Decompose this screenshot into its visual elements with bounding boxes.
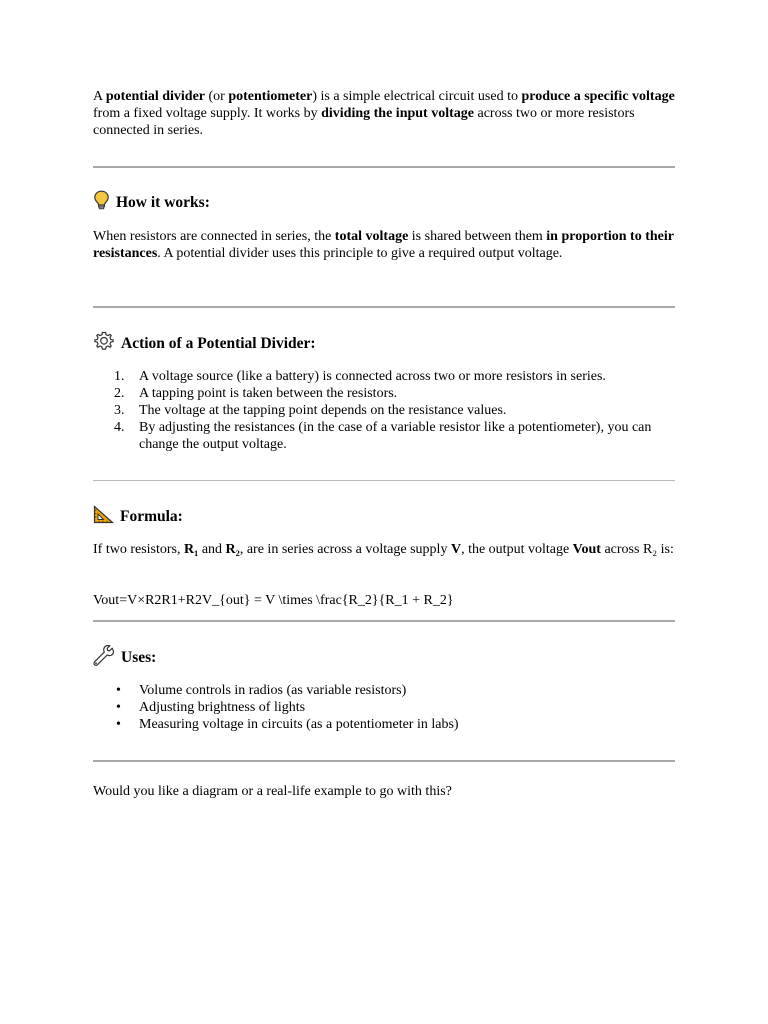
list-item-text: Volume controls in radios (as variable resistors): [139, 683, 407, 698]
action-heading: [93, 331, 316, 355]
section-divider-1: [93, 166, 675, 168]
uses-list-item-2: [93, 699, 675, 716]
formula-text-1: If two resistors,: [93, 542, 184, 557]
intro-text-2: (or: [205, 89, 229, 104]
formula-expression: Vout=V×R2R1+R2V_{out} = V \times \frac{R_2}{R_1 + R_2}: [93, 593, 454, 608]
action-list-item-1: [93, 368, 675, 385]
formula-bold-3: V: [450, 542, 462, 557]
list-item-text: A voltage source (like a battery) is connected across two or more resistors in series.: [139, 369, 606, 384]
list-item-text: By adjusting the resistances (in the case of a variable resistor like a potentiometer), you can change the output voltage.: [139, 420, 652, 452]
uses-list-item-1: [93, 682, 675, 699]
formula-bold-1: R₁: [184, 542, 199, 557]
section-divider-3: [93, 480, 675, 481]
gear-icon: [93, 331, 115, 355]
list-item-text: Adjusting brightness of lights: [139, 700, 306, 715]
closing-question: Would you like a diagram or a real-life example to go with this?: [93, 784, 452, 799]
action-list-item-4: [93, 419, 675, 453]
intro-text-3: ) is a simple electrical circuit used to: [312, 89, 522, 104]
how-it-works-title: How it works:: [116, 193, 210, 211]
intro-bold-2: potentiometer: [228, 89, 313, 104]
intro-bold-3: produce a specific voltage: [521, 89, 675, 104]
how-bold-1: total voltage: [334, 229, 409, 244]
list-item-text: The voltage at the tapping point depends on the resistance values.: [139, 403, 507, 418]
intro-bold-4: dividing the input voltage: [321, 106, 474, 121]
action-list-item-3: [93, 402, 675, 419]
bullet-icon: •: [116, 717, 121, 732]
formula-text-4: , the output voltage: [461, 542, 573, 557]
intro-text-5: across two or more resistors connected in series.: [93, 106, 635, 138]
formula-text-5: across R₂ is:: [600, 542, 674, 557]
formula-text-2: and: [198, 542, 226, 557]
list-number: 4.: [114, 420, 125, 435]
action-list-item-2: [93, 385, 675, 402]
intro-bold-1: potential divider: [105, 89, 206, 104]
formula-heading: [93, 505, 183, 528]
list-number: 3.: [114, 403, 125, 418]
action-list: [93, 368, 675, 453]
formula-bold-2: R₂: [225, 542, 240, 557]
uses-list-item-3: [93, 716, 675, 733]
how-text-2: is shared between them: [408, 229, 547, 244]
bullet-icon: •: [116, 683, 121, 698]
how-it-works-paragraph: [93, 228, 675, 262]
lightbulb-icon: [93, 190, 110, 214]
how-text-3: . A potential divider uses this principle to give a required output voltage.: [157, 246, 563, 261]
action-title: Action of a Potential Divider:: [121, 334, 316, 352]
how-text-1: When resistors are connected in series, the: [93, 229, 335, 244]
uses-title: Uses:: [121, 649, 157, 666]
formula-paragraph: [93, 541, 675, 558]
list-number: 2.: [114, 386, 125, 401]
intro-text-4: from a fixed voltage supply. It works by: [93, 106, 322, 121]
intro-paragraph: [93, 88, 675, 139]
section-divider-5: [93, 760, 675, 762]
list-number: 1.: [114, 369, 125, 384]
section-divider-2: [93, 306, 675, 308]
list-item-text: A tapping point is taken between the resistors.: [139, 386, 398, 401]
formula-text-3: , are in series across a voltage supply: [239, 542, 451, 557]
section-divider-4: [93, 620, 675, 622]
formula-bold-4: Vout: [572, 542, 601, 557]
formula-title: Formula:: [120, 508, 183, 525]
how-it-works-heading: [93, 190, 210, 214]
intro-text-1: A: [93, 89, 106, 104]
bullet-icon: •: [116, 700, 121, 715]
wrench-icon: [93, 645, 114, 670]
uses-list: [93, 682, 675, 733]
uses-heading: [93, 645, 156, 670]
triangle-ruler-icon: [93, 505, 114, 528]
list-item-text: Measuring voltage in circuits (as a potentiometer in labs): [139, 717, 459, 732]
how-bold-2: in proportion to their resistances: [93, 229, 674, 261]
